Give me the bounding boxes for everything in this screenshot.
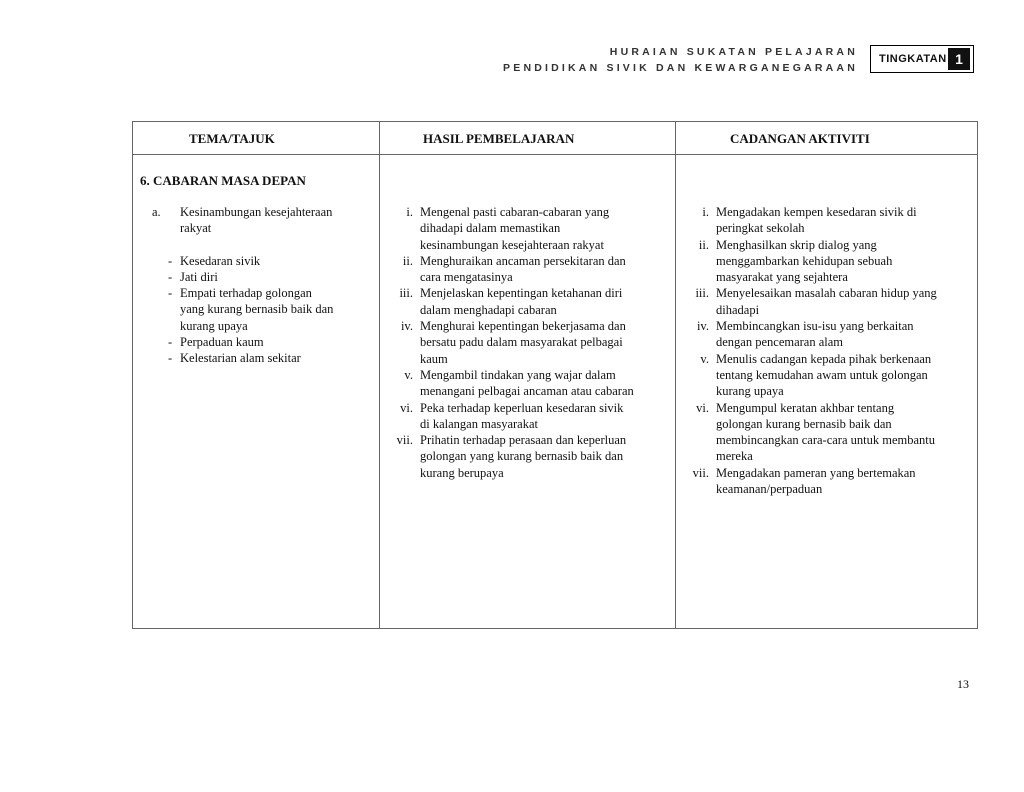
activity-item-line: Menyelesaikan masalah cabaran hidup yang	[716, 286, 937, 301]
subtopic-line: Kelestarian alam sekitar	[180, 351, 301, 366]
activity-item-marker: iii.	[695, 286, 709, 301]
activity-item	[682, 237, 976, 286]
outcome-item-line: golongan yang kurang bernasib baik dan	[420, 449, 624, 464]
form-level-badge	[870, 45, 974, 73]
subtopic-line: yang kurang bernasib baik dan	[180, 302, 334, 317]
activity-item	[682, 465, 976, 498]
outcome-item	[384, 432, 674, 481]
activity-item-line: menggambarkan kehidupan sebuah	[716, 253, 893, 268]
document-header	[503, 44, 858, 76]
header-row-divider	[133, 154, 977, 155]
activity-item-marker: vii.	[692, 465, 709, 480]
outcome-item-line: Mengambil tindakan yang wajar dalam	[420, 367, 616, 382]
outcome-item-marker: iv.	[400, 319, 413, 334]
outcome-item-line: Menghurai kepentingan bekerjasama dan	[420, 319, 626, 334]
outcome-item	[384, 367, 674, 400]
topic-cell	[152, 204, 376, 367]
activity-item-marker: iv.	[696, 319, 709, 334]
activity-item-marker: ii.	[698, 237, 709, 252]
activity-item-line: mereka	[716, 449, 753, 464]
outcome-item-line: Prihatin terhadap perasaan dan keperluan	[420, 433, 627, 448]
activity-item	[682, 318, 976, 351]
page-number: 13	[957, 677, 969, 691]
dash-bullet: -	[168, 286, 173, 301]
activity-item-line: masyarakat yang sejahtera	[716, 270, 848, 285]
dash-bullet: -	[168, 269, 173, 284]
subtopic-item	[168, 269, 376, 285]
outcome-item-marker: ii.	[402, 253, 413, 268]
outcome-item-marker: v.	[404, 367, 413, 382]
header-line-2: PENDIDIKAN SIVIK DAN KEWARGANEGARAAN	[503, 62, 858, 74]
dash-bullet: -	[168, 253, 173, 268]
subtopic-item	[168, 350, 376, 366]
subtopic-line: Jati diri	[180, 269, 218, 284]
outcome-item-line: Mengenal pasti cabaran-cabaran yang	[420, 205, 610, 219]
outcome-item-marker: i.	[406, 205, 413, 219]
outcome-item-line: dalam menghadapi cabaran	[420, 302, 557, 317]
subtopic-list	[168, 253, 376, 367]
outcome-item-line: cara mengatasinya	[420, 270, 513, 285]
activity-item-line: golongan kurang bernasib baik dan	[716, 416, 892, 431]
activity-item	[682, 285, 976, 318]
outcome-item-list	[384, 204, 674, 481]
subtopic-line: Empati terhadap golongan	[180, 286, 312, 301]
dash-bullet: -	[168, 351, 173, 366]
outcome-item-line: kaum	[420, 351, 448, 366]
outcome-item-marker: vi.	[400, 400, 413, 415]
outcome-item-line: Menjelaskan kepentingan ketahanan diri	[420, 286, 623, 301]
learning-outcomes-cell	[384, 204, 674, 481]
activity-item-line: Mengumpul keratan akhbar tentang	[716, 400, 895, 415]
outcome-item	[384, 204, 674, 253]
header-line-1: HURAIAN SUKATAN PELAJARAN	[609, 46, 858, 58]
activity-item-line: kurang upaya	[716, 384, 784, 399]
activity-item-line: peringkat sekolah	[716, 221, 805, 236]
activity-item-line: membincangkan cara-cara untuk membantu	[716, 433, 936, 448]
outcome-item-line: kurang berupaya	[420, 465, 504, 480]
activities-cell	[682, 204, 976, 497]
outcome-item-marker: vii.	[396, 433, 413, 448]
outcome-item	[384, 318, 674, 367]
topic-line: Kesinambungan kesejahteraan	[180, 205, 333, 219]
activity-item	[682, 351, 976, 400]
outcome-item-line: menangani pelbagai ancaman atau cabaran	[420, 384, 634, 399]
subtopic-item	[168, 253, 376, 269]
section-title: 6. CABARAN MASA DEPAN	[140, 173, 306, 188]
activity-item	[682, 204, 976, 237]
outcome-item-marker: iii.	[399, 286, 413, 301]
outcome-item-line: dihadapi dalam memastikan	[420, 221, 561, 236]
dash-bullet: -	[168, 335, 173, 350]
activity-item-line: Mengadakan kempen kesedaran sivik di	[716, 205, 917, 219]
activity-item-line: dihadapi	[716, 302, 760, 317]
outcome-item	[384, 253, 674, 286]
outcome-item	[384, 285, 674, 318]
activity-item-marker: v.	[700, 351, 709, 366]
activity-item-marker: i.	[702, 205, 709, 219]
header-hasil-pembelajaran: HASIL PEMBELAJARAN	[423, 131, 575, 146]
header-tema-tajuk: TEMA/TAJUK	[189, 131, 275, 146]
activity-item-line: Menulis cadangan kepada pihak berkenaan	[716, 351, 932, 366]
activity-item	[682, 400, 976, 465]
header-cadangan-aktiviti: CADANGAN AKTIVITI	[730, 131, 870, 146]
badge-number: 1	[948, 48, 970, 70]
outcome-item-line: kesinambungan kesejahteraan rakyat	[420, 237, 604, 252]
badge-label: TINGKATAN	[879, 53, 947, 65]
activity-item-line: Mengadakan pameran yang bertemakan	[716, 465, 916, 480]
topic-marker: a.	[152, 205, 161, 219]
activity-item-line: keamanan/perpaduan	[716, 482, 823, 497]
subtopic-item	[168, 334, 376, 350]
outcome-item-line: Menghuraikan ancaman persekitaran dan	[420, 253, 626, 268]
outcome-item-line: Peka terhadap keperluan kesedaran sivik	[420, 400, 624, 415]
activity-item-list	[682, 204, 976, 497]
outcome-item-line: bersatu padu dalam masyarakat pelbagai	[420, 335, 623, 350]
activity-item-marker: vi.	[696, 400, 709, 415]
column-divider-1	[379, 122, 380, 628]
subtopic-line: Perpaduan kaum	[180, 335, 264, 350]
subtopic-line: kurang upaya	[180, 318, 248, 333]
column-divider-2	[675, 122, 676, 628]
outcome-item	[384, 400, 674, 433]
topic-line: rakyat	[180, 221, 212, 236]
subtopic-item	[168, 285, 376, 334]
activity-item-line: Menghasilkan skrip dialog yang	[716, 237, 877, 252]
activity-item-line: tentang kemudahan awam untuk golongan	[716, 367, 928, 382]
subtopic-line: Kesedaran sivik	[180, 253, 261, 268]
outcome-item-line: di kalangan masyarakat	[420, 416, 539, 431]
activity-item-line: Membincangkan isu-isu yang berkaitan	[716, 319, 914, 334]
topic-heading	[152, 204, 376, 237]
activity-item-line: dengan pencemaran alam	[716, 335, 844, 350]
